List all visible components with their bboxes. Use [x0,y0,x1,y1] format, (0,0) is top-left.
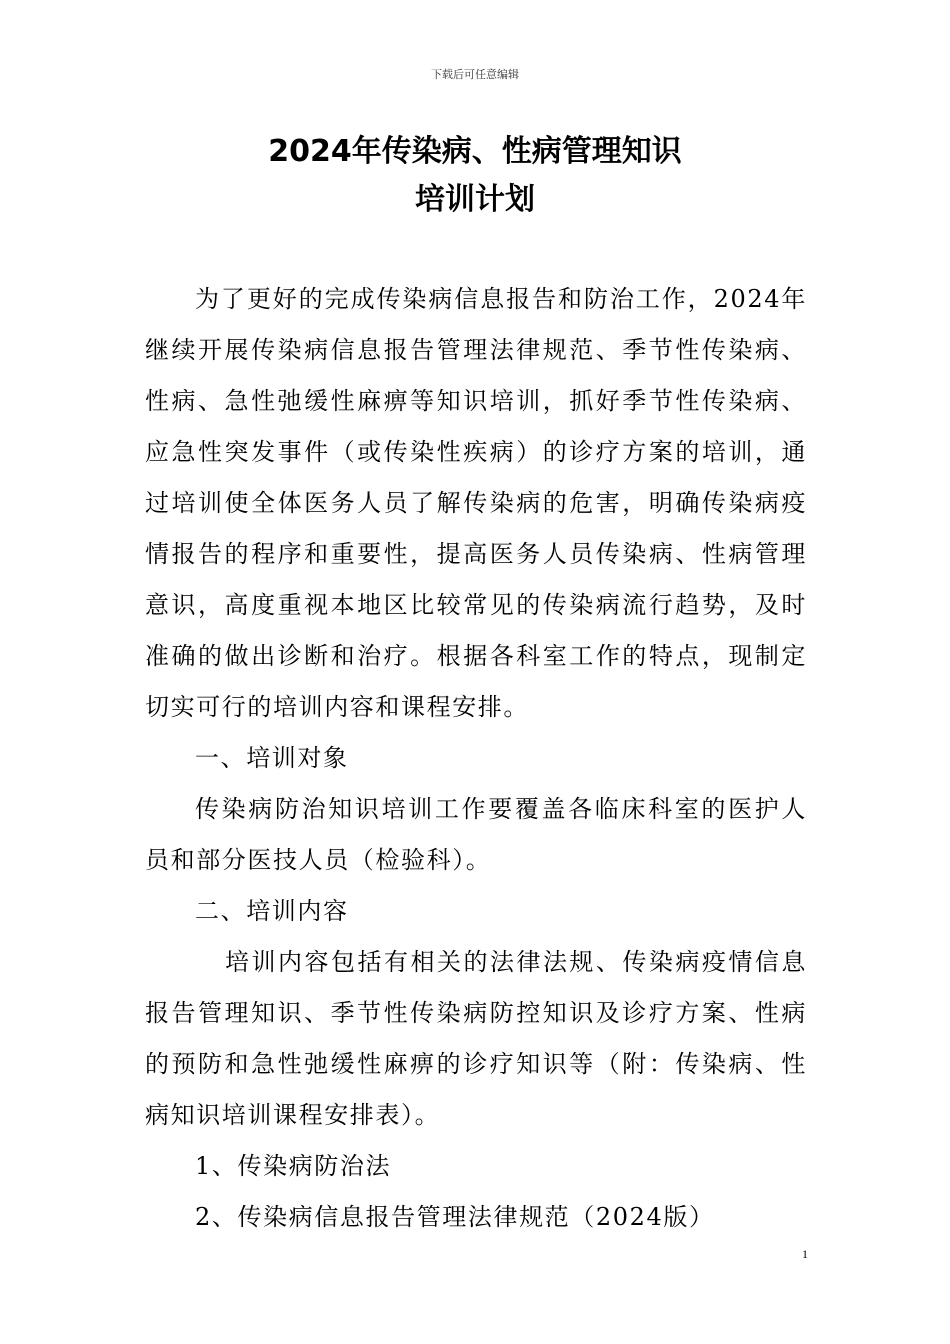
header-note: 下载后可任意编辑 [431,68,519,81]
document-body [145,274,807,1243]
section-1-paragraph: 传染病防治知识培训工作要覆盖各临床科室的医护人员和部分医技人员（检验科）。 [145,795,807,874]
title-line-1: 2024年传染病、性病管理知识 [268,134,682,169]
title-line-2: 培训计划 [415,182,535,217]
section-1-heading: 一、培训对象 [195,744,349,772]
intro-paragraph: 为了更好的完成传染病信息报告和防治工作，2024年继续开展传染病信息报告管理法律规范、季节性传染病、性病、急性弛缓性麻痹等知识培训，抓好季节性传染病、应急性突发事件（或传染性疾病）的诊疗方案的培训，通过培训使全体医务人员了解传染病的危害，明确传染病疫情报告的程序和重要性，提高医务人员传染病、性病管理意识，高度重视本地区比较常见的传染病流行趋势，及时准确的做出诊断和治疗。根据各科室工作的特点，现制定切实可行的培训内容和课程安排。 [145,285,807,721]
document-title [0,128,950,224]
page-number: 1 [802,1247,808,1261]
list-item-1: 1、传染病防治法 [195,1152,392,1180]
section-2-heading: 二、培训内容 [195,897,349,925]
list-item-2: 2、传染病信息报告管理法律规范（2024版） [195,1203,715,1231]
section-2-paragraph: 培训内容包括有相关的法律法规、传染病疫情信息报告管理知识、季节性传染病防控知识及诊疗方案、性病的预防和急性弛缓性麻痹的诊疗知识等（附：传染病、性病知识培训课程安排表）。 [145,948,807,1129]
